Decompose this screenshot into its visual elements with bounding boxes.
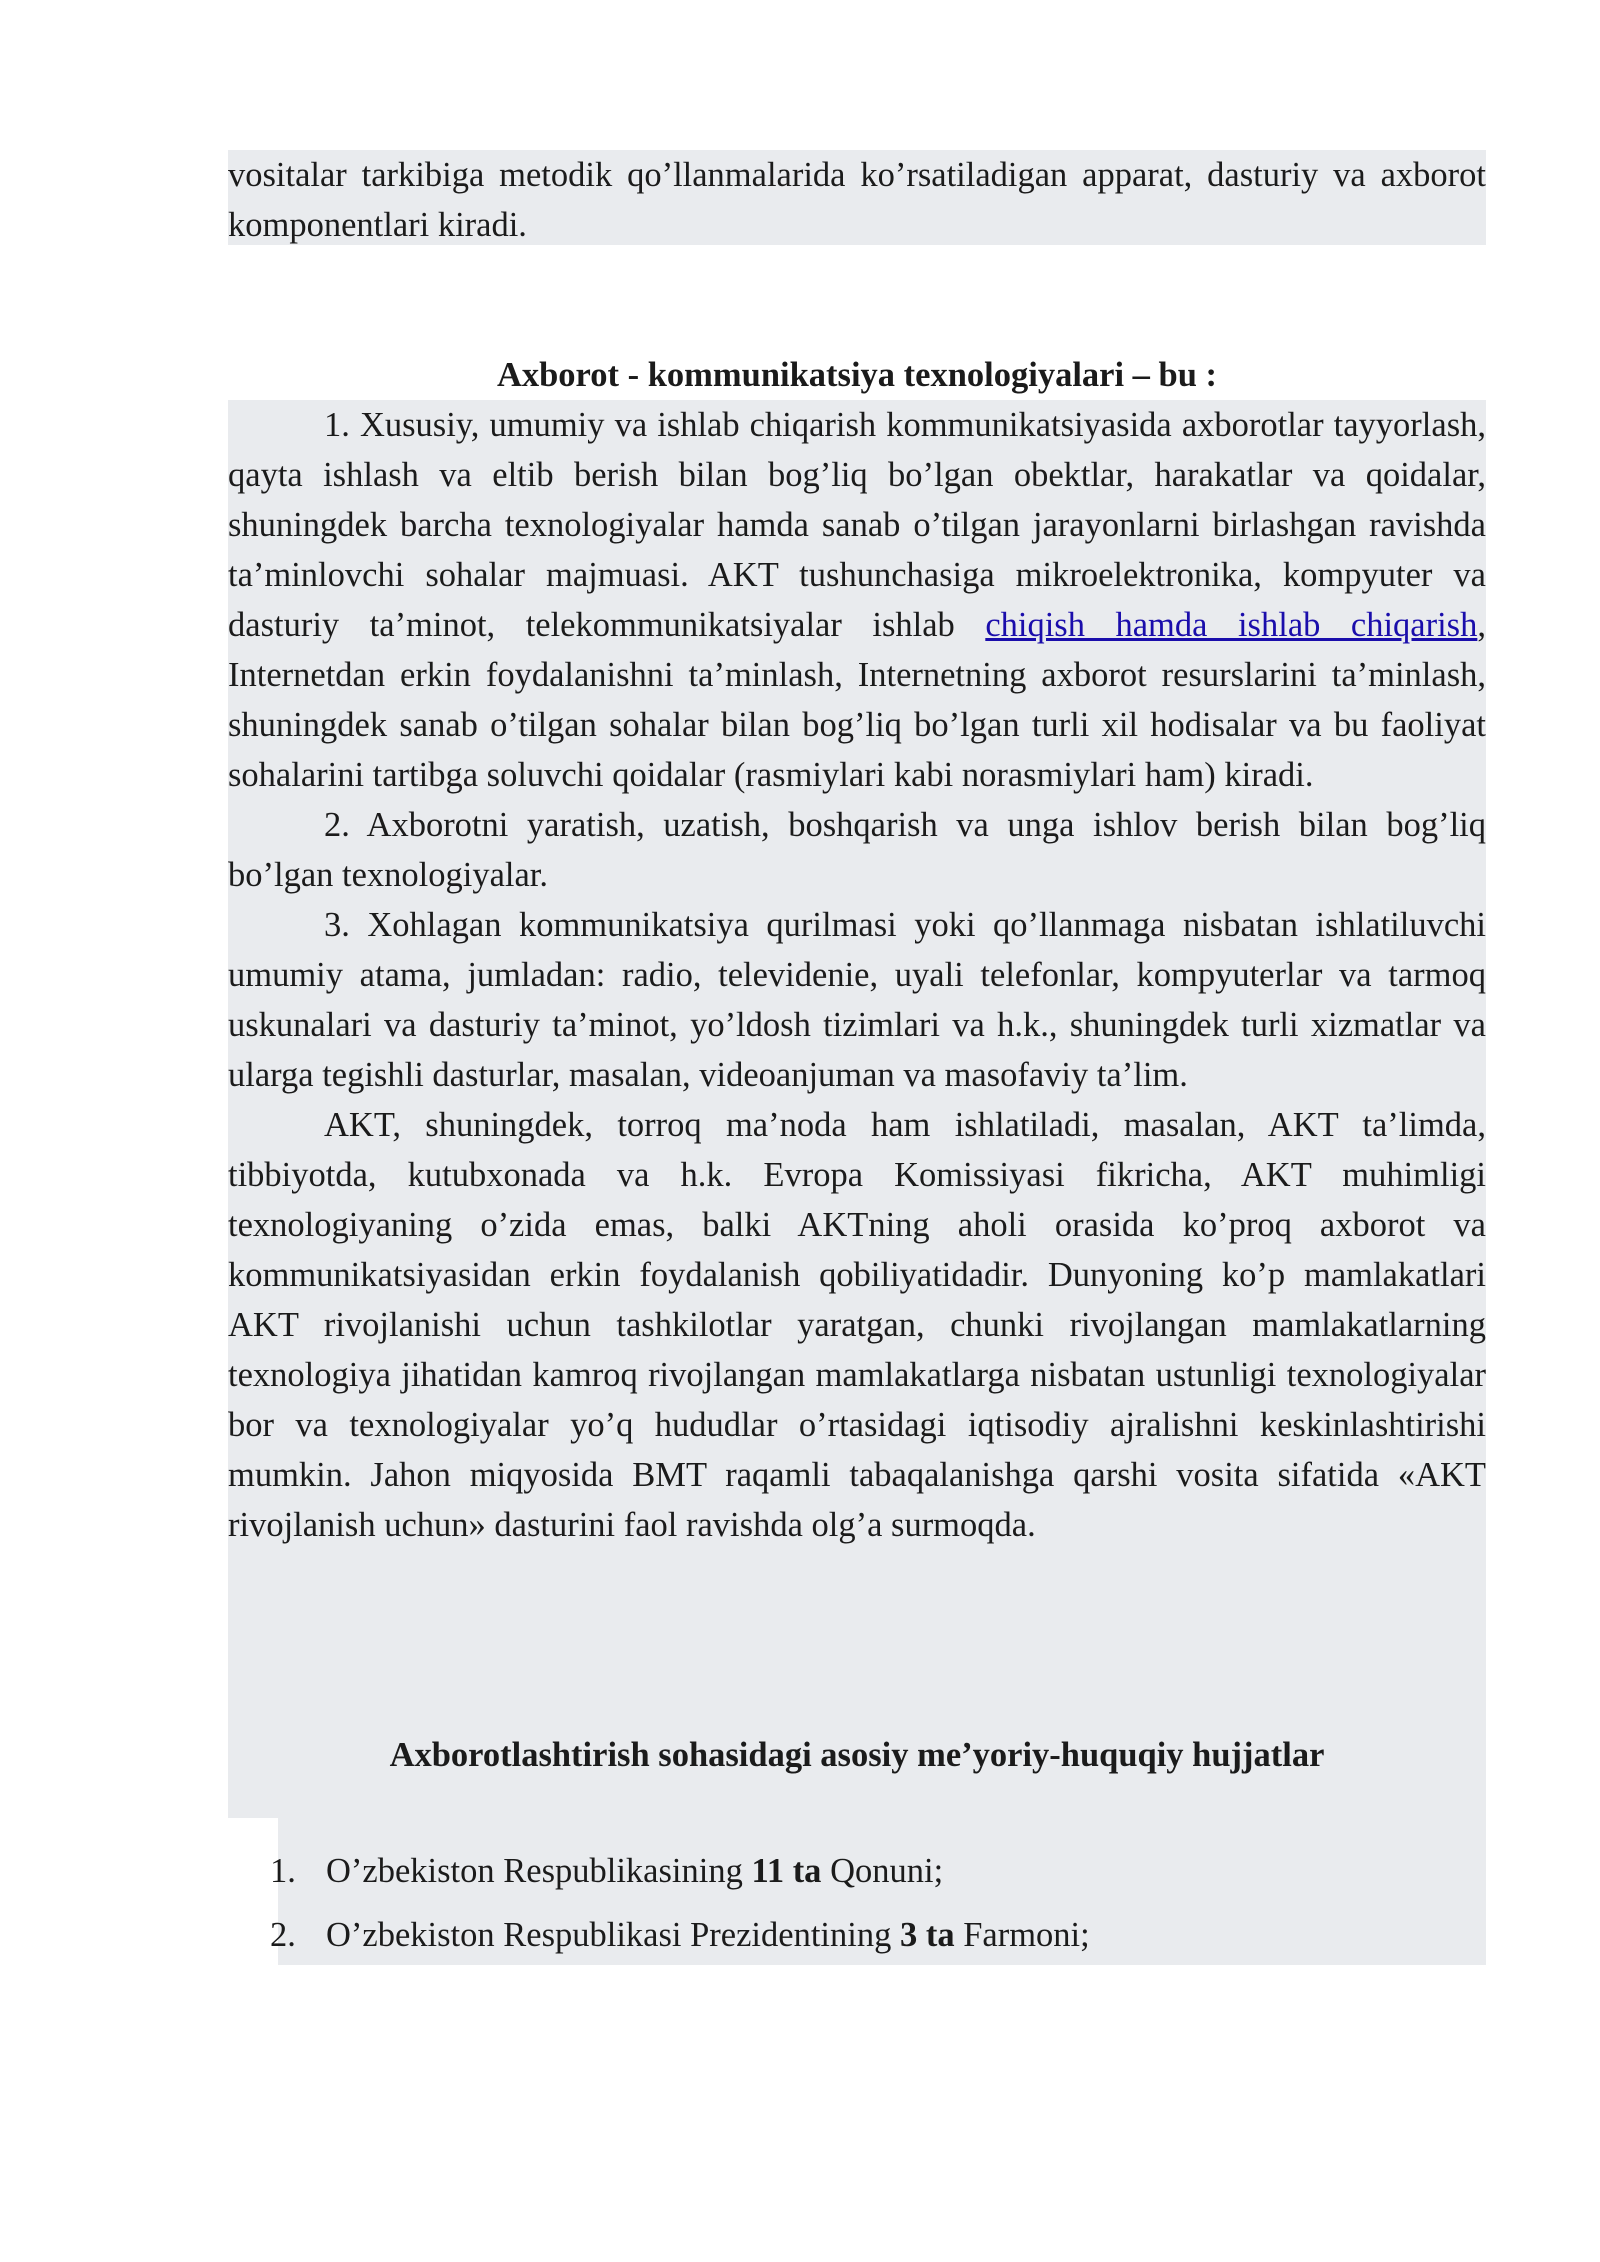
list-item (270, 1846, 1480, 1896)
intro-text: vositalar tarkibiga metodik qo’llanmalarida ko’rsatiladigan apparat, dasturiy va axborot komponentlari kiradi. (228, 156, 1486, 244)
section-legal (228, 1730, 1486, 1780)
inline-link[interactable]: chiqish hamda ishlab chiqarish (985, 606, 1478, 644)
akt-paragraph: AKT, shuningdek, torroq ma’noda ham ishlatiladi, masalan, AKT ta’limda, tibbiyotda, kutubxonada va h.k. Evropa Komissiyasi fikricha, AKT muhimligi texnologiyaning o’zida emas, balki AKTning aholi orasida ko’proq axborot va kommunikatsiyasidan erkin foydalanish qobiliyatidadir. Dunyoning ko’p mamlakatlari AKT rivojlanishi uchun tashkilotlar yaratgan, chunki rivojlangan mamlakatlarning texnologiya jihatidan kamroq rivojlangan mamlakatlarga nisbatan ustunligi texnologiyalar bor va texnologiyalar yo’q hududlar o’rtasidagi iqtisodiy ajralishni keskinlashtirishi mumkin. Jahon miqyosida BMT raqamli tabaqalanishga qarshi vosita sifatida «AKT rivojlanish uchun» dasturini faol ravishda olg’a surmoqda. (228, 1106, 1486, 1544)
legal-section-title: Axborotlashtirish sohasidagi asosiy me’yoriy-huquqiy hujjatlar (389, 1736, 1325, 1774)
intro-paragraph (228, 150, 1486, 250)
definition-item-2: 2. Axborotni yaratish, uzatish, boshqarish va unga ishlov berish bilan bog’liq bo’lgan texnologiyalar. (228, 806, 1486, 894)
list-item-prefix: O’zbekiston Respublikasining (326, 1852, 752, 1890)
list-item-count: 11 ta (751, 1852, 822, 1890)
definition-item-1-end: , Internetdan erkin foydalanishni ta’minlash, Internetning axborot resurslarini ta’minlash, shuningdek sanab o’tilgan sohalar bilan bog’liq bo’lgan turli xil hodisalar va bu faoliyat sohalarini tartibga soluvchi qoidalar (rasmiylari kabi norasmiylari ham) kiradi. (228, 606, 1486, 794)
list-item-suffix: Qonuni; (821, 1852, 944, 1890)
section-definition (228, 350, 1486, 1550)
list-item-number: 1. (270, 1852, 296, 1890)
list-item-text (326, 1910, 1090, 1960)
list-item-text (326, 1846, 943, 1896)
list-item-count: 3 ta (899, 1916, 955, 1954)
legal-documents-list (270, 1846, 1480, 1974)
list-item-suffix: Farmoni; (954, 1916, 1090, 1954)
definition-item-1 (228, 400, 1486, 800)
list-item (270, 1910, 1480, 1960)
definition-item-1-start: 1. Xususiy, umumiy va ishlab chiqarish kommunikatsiyasida axborotlar tayyorlash, qayta ishlash va eltib berish bilan bog’liq bo’lgan obektlar, harakatlar va qoidalar, shuningdek barcha texnologiyalar hamda sanab o’tilgan jarayonlarni birlashgan ravishda ta’minlovchi sohalar majmuasi. AKT tushunchasiga mikroelektronika, kompyuter va dasturiy ta’minot, telekommunikatsiyalar ishlab (228, 406, 1486, 644)
list-item-prefix: O’zbekiston Respublikasi Prezidentining (326, 1916, 900, 1954)
section-title: Axborot - kommunikatsiya texnologiyalari – bu : (496, 356, 1218, 394)
list-item-number: 2. (270, 1916, 296, 1954)
definition-item-3: 3. Xohlagan kommunikatsiya qurilmasi yoki qo’llanmaga nisbatan ishlatiluvchi umumiy atama, jumladan: radio, televidenie, uyali telefonlar, kompyuterlar va tarmoq uskunalari va dasturiy ta’minot, yo’ldosh tizimlari va h.k., shuningdek turli xizmatlar va ularga tegishli dasturlar, masalan, videoanjuman va masofaviy ta’lim. (228, 906, 1486, 1094)
